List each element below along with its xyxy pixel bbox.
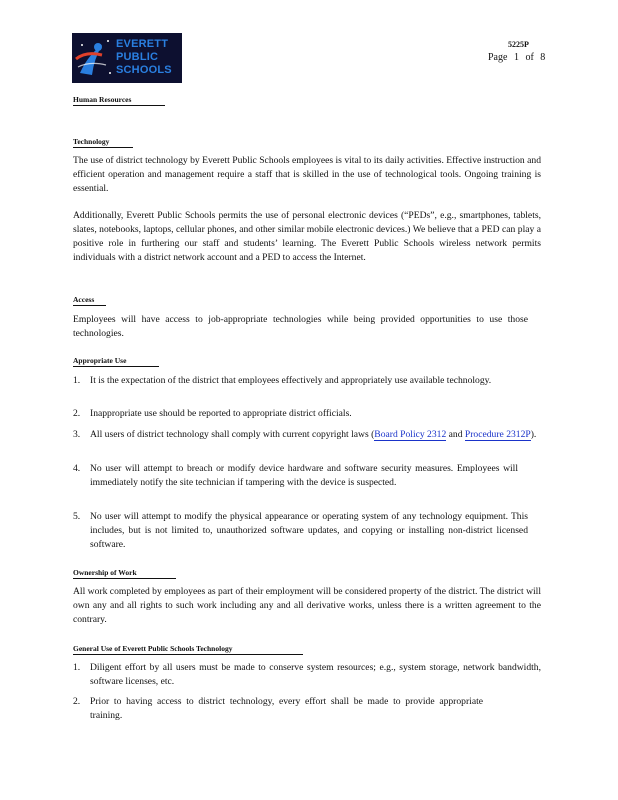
- appropriate-use-heading: Appropriate Use: [73, 356, 159, 367]
- access-paragraph: Employees will have access to job-appropriate technologies while being provided opportunities to use those technologies.: [73, 314, 528, 339]
- ownership-paragraph: All work completed by employees as part of their employment will be considered property of the district. The district will own any and all rights to such work including any and all derivative works, unless there is a written agreement to the contrary.: [73, 586, 541, 625]
- technology-paragraph-2: Additionally, Everett Public Schools permits the use of personal electronic devices (“PEDs”, e.g., smartphones, tablets, slates, notebooks, laptops, cellular phones, and other similar mobile electronic devices.) We believe that a PED can play a positive role in furthering our staff and students’ learning. The Everett Public Schools wireless network permits individuals with a district network account and a PED to access the Internet.: [73, 210, 541, 263]
- copyright-close: ).: [530, 429, 537, 440]
- list-item-text: It is the expectation of the district that employees effectively and appropriately use available technology.: [90, 375, 492, 386]
- list-item-text: No user will attempt to breach or modify device hardware and software security measures. Employees will immediately notify the site technician if tampering with the device is suspected.: [90, 463, 518, 488]
- list-number: 1.: [73, 375, 81, 386]
- procedure-link[interactable]: Procedure 2312P: [464, 429, 531, 440]
- appropriate-use-item: [73, 407, 541, 421]
- list-number: 3.: [73, 429, 81, 440]
- access-heading: Access: [73, 295, 106, 306]
- appropriate-use-item: [73, 462, 518, 490]
- page-of: of: [525, 52, 534, 63]
- logo-line-3: SCHOOLS: [116, 64, 172, 76]
- appropriate-use-item: [73, 374, 533, 388]
- list-item-text: [73, 428, 541, 442]
- board-policy-link[interactable]: Board Policy 2312: [374, 429, 447, 440]
- copyright-text: All users of district technology shall comply with current copyright laws (: [90, 429, 375, 440]
- page-current: 1: [513, 52, 519, 63]
- general-use-heading: General Use of Everett Public Schools Technology: [73, 644, 303, 655]
- list-number: 5.: [73, 511, 81, 522]
- list-item-text: Diligent effort by all users must be made to conserve system resources; e.g., system storage, network bandwidth, software licenses, etc.: [90, 662, 541, 687]
- general-use-item: [73, 661, 541, 689]
- page-label: Page: [488, 52, 508, 63]
- list-item-text: Inappropriate use should be reported to appropriate district officials.: [90, 408, 352, 419]
- list-item-text: No user will attempt to modify the physical appearance or operating system of any technology equipment. This includes, but is not limited to, unauthorized software updates, and copying or installing non-district licensed software.: [90, 511, 528, 550]
- list-number: 2.: [73, 696, 81, 707]
- ownership-heading: Ownership of Work: [73, 568, 176, 579]
- logo-line-2: PUBLIC: [116, 51, 159, 63]
- department-heading: Human Resources: [73, 95, 165, 106]
- list-number: 4.: [73, 463, 81, 474]
- logo-figure-icon: [72, 33, 116, 83]
- logo-line-1: EVERETT: [116, 38, 169, 50]
- page-total: 8: [540, 52, 546, 63]
- district-logo: [72, 33, 182, 83]
- appropriate-use-item: [73, 428, 541, 442]
- logo-wordmark: [116, 38, 182, 77]
- page-indicator: [488, 52, 549, 63]
- general-use-item: [73, 695, 483, 723]
- appropriate-use-item: [73, 510, 528, 552]
- technology-paragraph-1: The use of district technology by Everett Public Schools employees is vital to its daily activities. Effective instruction and efficient operation and management require a staff that is skilled in the use of technological tools. Ongoing training is essential.: [73, 155, 541, 194]
- list-number: 2.: [73, 408, 81, 419]
- list-number: 1.: [73, 662, 81, 673]
- document-code: 5225P: [508, 40, 529, 49]
- technology-heading: Technology: [73, 137, 133, 148]
- list-item-text: Prior to having access to district technology, every effort shall be made to provide appropriate training.: [90, 696, 483, 721]
- copyright-and: and: [446, 429, 465, 440]
